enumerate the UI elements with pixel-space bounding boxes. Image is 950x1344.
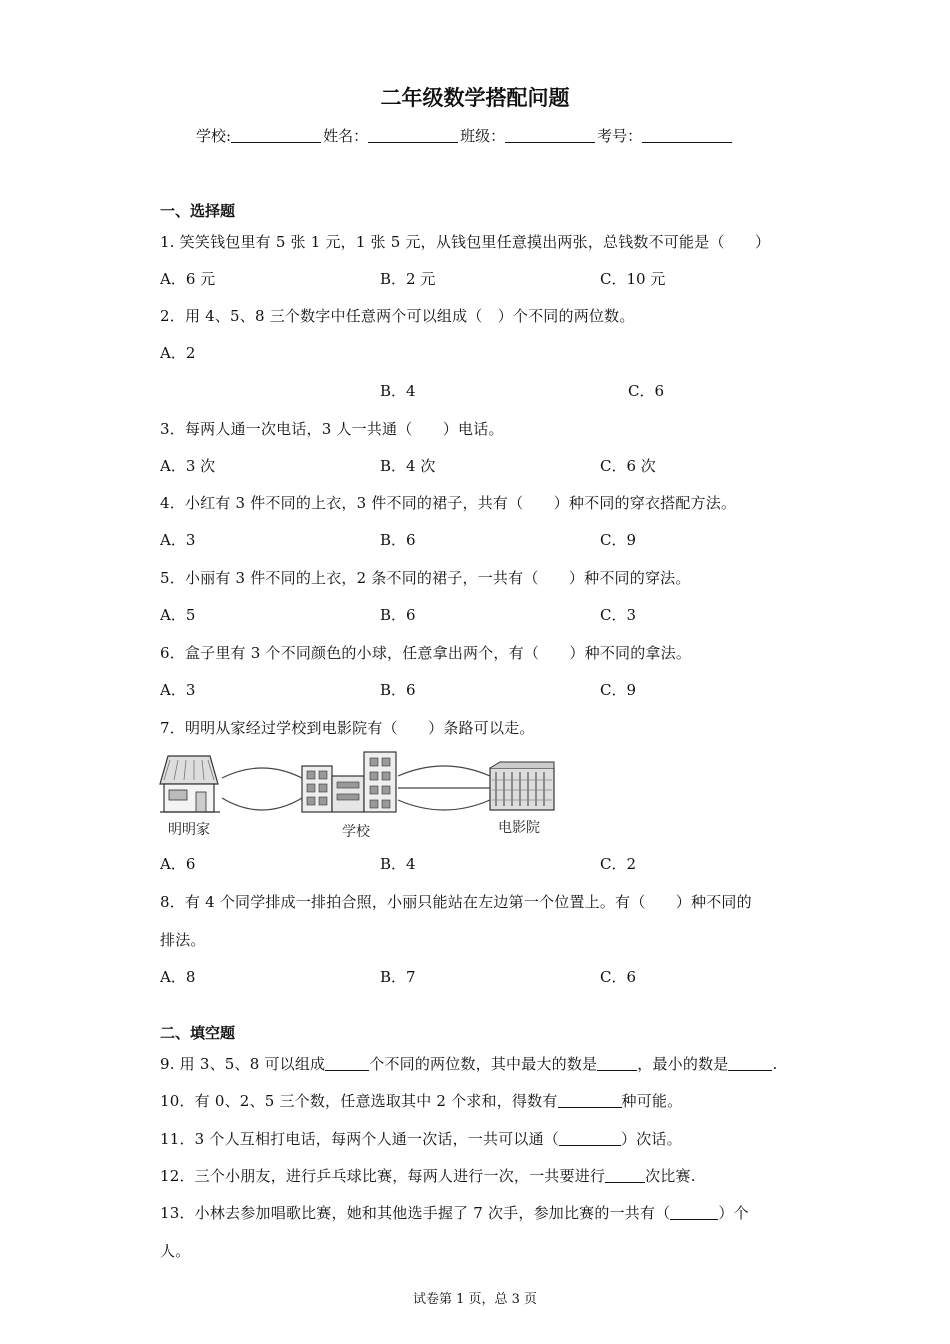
question-12 — [160, 1165, 696, 1186]
q7-option-a: A．6 — [160, 855, 196, 873]
q12-text-1: 12．三个小朋友，进行乒乓球比赛，每两人进行一次，一共要进行 — [160, 1167, 606, 1185]
name-label: 姓名： — [323, 127, 369, 145]
q9-text-3: ，最小的数是 — [637, 1055, 729, 1073]
q3-option-c: C．6 次 — [600, 457, 656, 475]
exam-number-blank[interactable] — [642, 127, 732, 143]
cinema-building-icon — [490, 762, 554, 810]
question-13-line-2: 人。 — [160, 1242, 191, 1260]
q8-option-b: B．7 — [380, 968, 416, 986]
question-11 — [160, 1128, 682, 1149]
house-icon — [160, 756, 220, 812]
q9-blank-3[interactable] — [728, 1056, 772, 1071]
label-home: 明明家 — [168, 822, 210, 838]
school-building-icon — [302, 752, 396, 812]
name-blank[interactable] — [368, 127, 458, 143]
question-1: 1. 笑笑钱包里有 5 张 1 元，1 张 5 元，从钱包里任意摸出两张，总钱数不可能是（ ） — [160, 233, 771, 251]
q10-blank[interactable] — [558, 1093, 622, 1108]
q10-text-2: 种可能。 — [621, 1092, 683, 1110]
q13-text-1: 13．小林去参加唱歌比赛，她和其他选手握了 7 次手，参加比赛的一共有（ — [160, 1204, 671, 1222]
q4-option-a: A．3 — [160, 531, 196, 549]
q5-option-c: C．3 — [600, 606, 637, 624]
q3-option-b: B．4 次 — [380, 457, 436, 475]
question-2: 2．用 4、5、8 三个数字中任意两个可以组成（ ）个不同的两位数。 — [160, 307, 635, 325]
q2-option-b: B．4 — [380, 382, 416, 400]
q9-text-2: 个不同的两位数，其中最大的数是 — [369, 1055, 598, 1073]
school-blank[interactable] — [231, 127, 321, 143]
q13-text-2: ）个 — [718, 1204, 749, 1222]
question-5: 5．小丽有 3 件不同的上衣，2 条不同的裙子，一共有（ ）种不同的穿法。 — [160, 569, 691, 587]
question-10 — [160, 1090, 682, 1111]
q11-text-1: 11．3 个人互相打电话，每两个人通一次话，一共可以通（ — [160, 1130, 560, 1148]
q4-option-c: C．9 — [600, 531, 637, 549]
q5-option-b: B．6 — [380, 606, 416, 624]
q4-option-b: B．6 — [380, 531, 416, 549]
question-3: 3．每两人通一次电话，3 人一共通（ ）电话。 — [160, 420, 504, 438]
q3-option-a: A．3 次 — [160, 457, 216, 475]
q11-text-2: ）次话。 — [621, 1130, 682, 1148]
class-blank[interactable] — [505, 127, 595, 143]
q12-text-2: 次比赛. — [645, 1167, 696, 1185]
q5-option-a: A．5 — [160, 606, 196, 624]
question-8-line-1: 8．有 4 个同学排成一排拍合照，小丽只能站在左边第一个位置上。有（ ）种不同的 — [160, 893, 752, 911]
q1-option-a: A．6 元 — [160, 270, 216, 288]
q10-text-1: 10．有 0、2、5 三个数，任意选取其中 2 个求和，得数有 — [160, 1092, 558, 1110]
q9-text-1: 9. 用 3、5、8 可以组成 — [160, 1055, 326, 1073]
q13-blank[interactable] — [670, 1205, 718, 1220]
q1-option-c: C．10 元 — [600, 270, 666, 288]
exam-number-label: 考号： — [597, 127, 643, 145]
q9-blank-1[interactable] — [325, 1056, 369, 1071]
class-label: 班级： — [460, 127, 506, 145]
q9-blank-2[interactable] — [597, 1056, 637, 1071]
student-info-row — [196, 125, 734, 146]
q9-text-4: . — [772, 1055, 778, 1073]
page-footer: 试卷第 1 页，总 3 页 — [412, 1292, 538, 1307]
q6-option-c: C．9 — [600, 681, 637, 699]
q1-option-b: B．2 元 — [380, 270, 436, 288]
q2-option-a: A．2 — [160, 344, 196, 362]
section-heading-choice: 一、选择题 — [160, 202, 236, 220]
question-7: 7．明明从家经过学校到电影院有（ ）条路可以走。 — [160, 719, 535, 737]
q6-option-a: A．3 — [160, 681, 196, 699]
school-label: 学校: — [196, 127, 232, 145]
q2-option-c: C．6 — [628, 382, 665, 400]
route-figure — [158, 748, 558, 840]
question-4: 4．小红有 3 件不同的上衣，3 件不同的裙子，共有（ ）种不同的穿衣搭配方法。 — [160, 494, 737, 512]
question-13-line-1 — [160, 1202, 749, 1223]
section-heading-fill-in: 二、填空题 — [160, 1024, 236, 1042]
question-6: 6．盒子里有 3 个不同颜色的小球，任意拿出两个，有（ ）种不同的拿法。 — [160, 644, 692, 662]
q8-option-a: A．8 — [160, 968, 196, 986]
question-9 — [160, 1053, 777, 1074]
label-cinema: 电影院 — [498, 820, 540, 836]
q11-blank[interactable] — [559, 1131, 621, 1146]
q8-option-c: C．6 — [600, 968, 637, 986]
page-title: 二年级数学搭配问题 — [380, 86, 570, 110]
q7-option-c: C．2 — [600, 855, 637, 873]
question-8-line-2: 排法。 — [160, 931, 206, 949]
label-school: 学校 — [342, 824, 370, 840]
q6-option-b: B．6 — [380, 681, 416, 699]
q7-option-b: B．4 — [380, 855, 416, 873]
q12-blank[interactable] — [605, 1168, 645, 1183]
